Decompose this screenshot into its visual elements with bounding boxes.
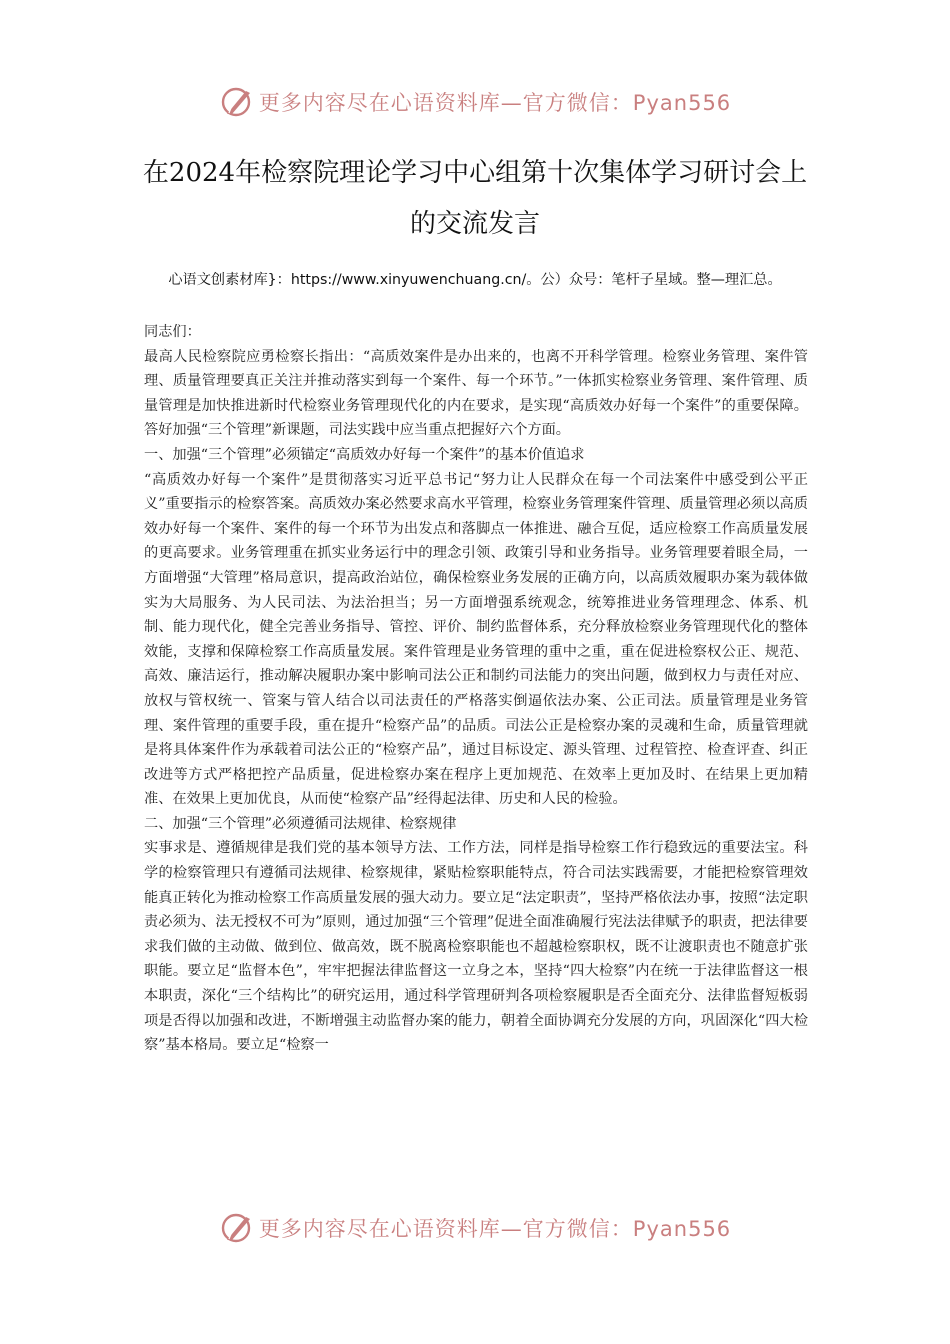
body-paragraph: “高质效办好每一个案件”是贯彻落实习近平总书记“努力让人民群众在每一个司法案件中感受到公平正义”重要指示的检察答案。高质效办案必然要求高水平管理，检察业务管理案件管理、质量管理必须以高质效办好每一个案件、案件的每一个环节为出发点和落脚点一体推进、融合互促，适应检察工作高质量发展的更高要求。业务管理重在抓实业务运行中的理念引领、政策引导和业务指导。业务管理要着眼全局，一方面增强“大管理”格局意识，提高政治站位，确保检察业务发展的正确方向，以高质效履职办案为载体做实为大局服务、为人民司法、为法治担当；另一方面增强系统观念，统筹推进业务管理理念、体系、机制、能力现代化，健全完善业务指导、管控、评价、制约监督体系，充分释放检察业务管理现代化的整体效能，支撑和保障检察工作高质量发展。案件管理是业务管理的重中之重，重在促进检察权公正、规范、高效、廉洁运行，推动解决履职办案中影响司法公正和制约司法能力的突出问题，做到权力与责任对应、放权与管权统一、管案与管人结合以司法责任的严格落实倒逼依法办案、公正司法。质量管理是业务管理、案件管理的重要手段，重在提升“检察产品”的品质。司法公正是检察办案的灵魂和生命，质量管理就是将具体案件作为承载着司法公正的“检察产品”，通过目标设定、源头管理、过程管控、检查评查、纠正改进等方式严格把控产品质量，促进检察办案在程序上更加规范、在效率上更加及时、在结果上更加精准、在效果上更加优良，从而使“检察产品”经得起法律、历史和人民的检验。 [144,471,808,808]
watermark-banner-bottom [0,1208,950,1248]
quill-pen-icon [219,84,255,120]
salutation: 同志们： [144,324,201,340]
source-note: 心语文创素材库}：https://www.xinyuwenchuang.cn/。公）众号：笔杆子星域。整—理汇总。 [168,272,782,288]
watermark-text: 更多内容尽在心语资料库—官方微信：Pyan556 [258,91,732,115]
body-paragraph: 最高人民检察院应勇检察长指出：“高质效案件是办出来的，也离不开科学管理。检察业务管理、案件管理、质量管理要真正关注并推动落实到每一个案件、每一个环节。”一体抓实检察业务管理、案件管理、质量管理是加快推进新时代检察业务管理现代化的内在要求，是实现“高质效办好每一个案件”的重要保障。答好加强“三个管理”新课题，司法实践中应当重点把握好六个方面。 [144,348,808,439]
document-title: 在2024年检察院理论学习中心组第十次集体学习研讨会上的交流发言 [142,158,808,239]
section-heading: 二、加强“三个管理”必须遵循司法规律、检察规律 [144,815,457,832]
watermark-banner-top [0,82,950,122]
document-body [144,320,808,1058]
section-heading: 一、加强“三个管理”必须锚定“高质效办好每一个案件”的基本价值追求 [144,446,585,463]
quill-pen-icon [219,1210,255,1246]
body-paragraph: 实事求是、遵循规律是我们党的基本领导方法、工作方法，同样是指导检察工作行稳致远的重要法宝。科学的检察管理只有遵循司法规律、检察规律，紧贴检察职能特点，符合司法实践需要，才能把检察管理效能真正转化为推动检察工作高质量发展的强大动力。要立足“法定职责”，坚持严格依法办事，按照“法定职责必须为、法无授权不可为”原则，通过加强“三个管理”促进全面准确履行宪法法律赋予的职责，把法律要求我们做的主动做、做到位、做高效，既不脱离检察职能也不超越检察职权，既不让渡职责也不随意扩张职能。要立足“监督本色”，牢牢把握法律监督这一立身之本，坚持“四大检察”内在统一于法律监督这一根本职责，深化“三个结构比”的研究运用，通过科学管理研判各项检察履职是否全面充分、法律监督短板弱项是否得以加强和改进，不断增强主动监督办案的能力，朝着全面协调充分发展的方向，巩固深化“四大检察”基本格局。要立足“检察一 [144,840,808,1054]
watermark-text: 更多内容尽在心语资料库—官方微信：Pyan556 [258,1217,732,1241]
